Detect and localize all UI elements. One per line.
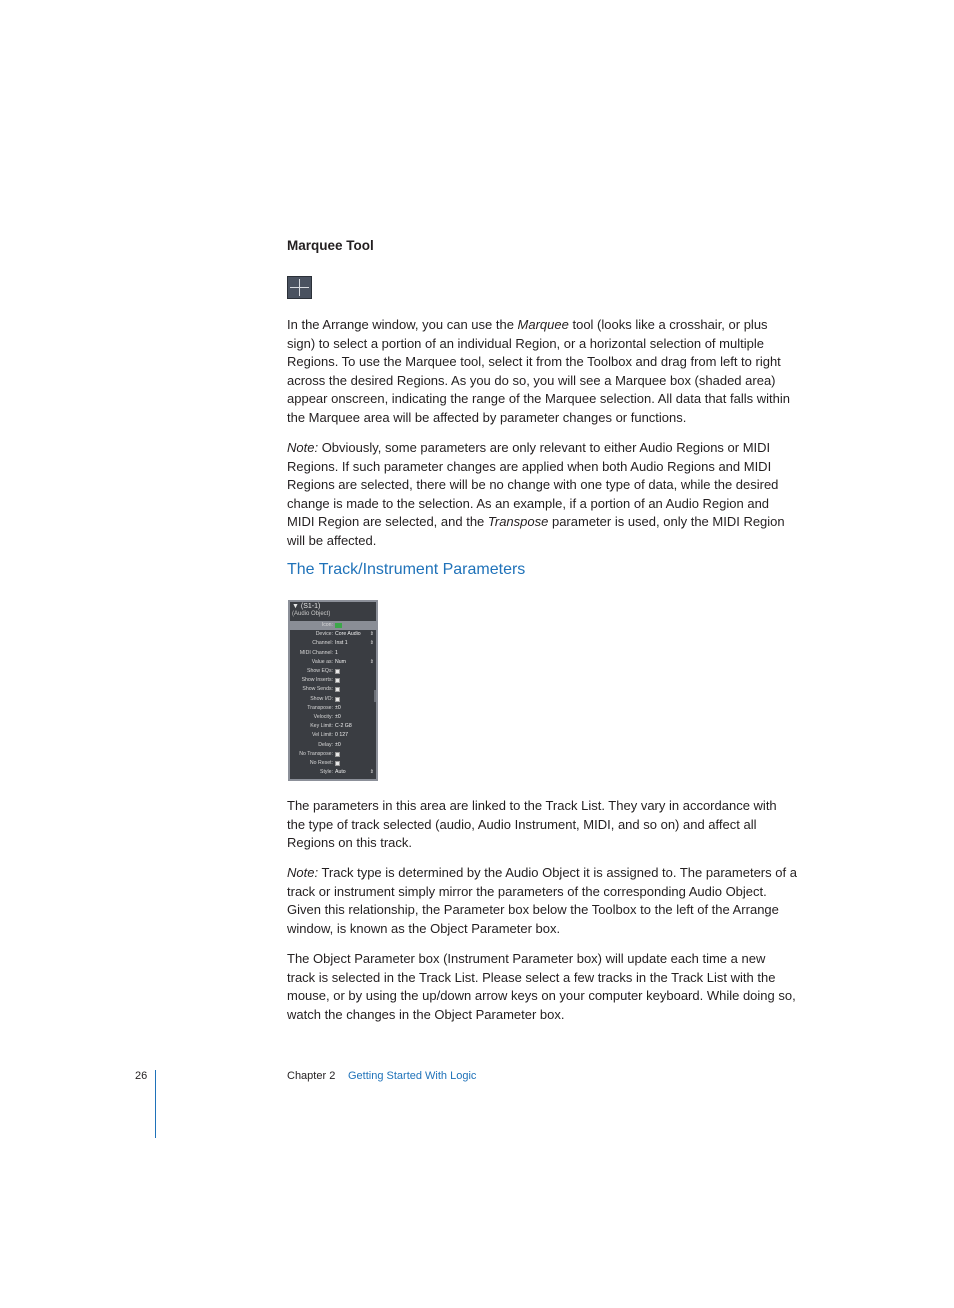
- param-row[interactable]: [290, 731, 376, 740]
- updown-arrow-icon[interactable]: ⇕: [369, 640, 374, 647]
- param-label: No Transpose:: [299, 750, 333, 757]
- param-row[interactable]: [290, 722, 376, 731]
- param-value[interactable]: 1: [335, 649, 338, 656]
- param-checkbox[interactable]: [335, 678, 340, 683]
- subsection-heading: Marquee Tool: [287, 238, 374, 253]
- footer-rule: [155, 1070, 156, 1138]
- param-value[interactable]: ±0: [335, 741, 341, 748]
- param-row[interactable]: [290, 759, 376, 768]
- param-row[interactable]: [290, 704, 376, 713]
- param-value[interactable]: C-2 G8: [335, 723, 352, 730]
- note-label: Note:: [287, 440, 319, 455]
- param-label: No Reset:: [309, 760, 333, 766]
- param-label: Icon:: [321, 622, 333, 628]
- param-checkbox[interactable]: [335, 761, 340, 766]
- param-box-scrollbar: [374, 690, 376, 702]
- param-checkbox[interactable]: [335, 687, 340, 692]
- param-value[interactable]: Core Audio: [335, 631, 361, 638]
- param-box-header: ▼ (S1-1): [292, 603, 321, 610]
- param-label: Velocity:: [313, 714, 333, 720]
- updown-arrow-icon[interactable]: ⇕: [369, 658, 374, 665]
- param-label: MIDI Channel:: [299, 649, 333, 656]
- param-value[interactable]: Inst 1: [335, 640, 348, 647]
- object-parameter-paragraph: The Object Parameter box (Instrument Parameter box) will update each time a new track is selected in the Track List. Please select a few tracks in the Track List with the mouse, or by using the up/down arrow keys on your computer keyboard. While doing so, watch the changes in the Object Parameter box.: [287, 951, 796, 1022]
- track-icon[interactable]: [335, 623, 342, 628]
- param-label: Device:: [315, 631, 333, 638]
- param-value[interactable]: 0 127: [335, 732, 348, 739]
- marquee-paragraph: In the Arrange window, you can use the Marquee tool (looks like a crosshair, or plus sign) to select a portion of an individual Region, or a horizontal selection of multiple Regions. To use the Marquee tool, select it from the Toolbox and drag from left to right across the desired Regions. As you do so, you will see a Marquee box (shaded area) appear onscreen, indicating the range of the Marquee selection. All data that falls within the Marquee area will be affected by parameter changes or functions.: [287, 317, 790, 425]
- param-row[interactable]: [290, 741, 376, 750]
- param-checkbox[interactable]: [335, 697, 340, 702]
- param-row[interactable]: [290, 630, 376, 639]
- param-row[interactable]: [290, 658, 376, 667]
- param-label: Show I/O:: [310, 695, 333, 702]
- param-row[interactable]: [290, 713, 376, 722]
- note-label: Note:: [287, 865, 319, 880]
- param-label: Show Inserts:: [301, 677, 333, 684]
- updown-arrow-icon[interactable]: ⇕: [369, 769, 374, 776]
- parameters-paragraph: The parameters in this area are linked to the Track List. They vary in accordance with the type of track selected (audio, Audio Instrument, MIDI, and so on) and affect all Regions on this track.: [287, 798, 777, 851]
- param-row[interactable]: [290, 750, 376, 759]
- param-value[interactable]: ±0: [335, 704, 341, 711]
- param-label: Value as:: [311, 658, 333, 665]
- note-paragraph-1: Note: Obviously, some parameters are only relevant to either Audio Regions or MIDI Regions. If such parameter changes are applied when both Audio Regions and MIDI Regions are selected, there will be no change with one type of data, while the desired change is made to the selection. As an example, if a portion of an Audio Region and MIDI Region are selected, and the Transpose parameter is used, only the MIDI Region will be affected.: [287, 440, 785, 548]
- page-number: 26: [135, 1070, 148, 1082]
- section-title: The Track/Instrument Parameters: [287, 561, 526, 578]
- param-label: Vel Limit:: [311, 732, 333, 739]
- param-row[interactable]: [290, 649, 376, 658]
- marquee-tool-crosshair-icon: [287, 276, 312, 299]
- param-value[interactable]: ±0: [335, 714, 341, 720]
- param-row[interactable]: [290, 667, 376, 676]
- param-row[interactable]: [290, 695, 376, 704]
- param-row[interactable]: [290, 621, 376, 630]
- param-label: Style:: [320, 769, 333, 776]
- param-checkbox[interactable]: [335, 752, 340, 757]
- footer-chapter-title: Getting Started With Logic: [348, 1070, 477, 1082]
- param-checkbox[interactable]: [335, 669, 340, 674]
- param-label: Show EQs:: [307, 668, 333, 674]
- footer-chapter: Chapter 2: [287, 1070, 336, 1082]
- note-paragraph-2: Note: Track type is determined by the Audio Object it is assigned to. The parameters of a track or instrument simply mirror the parameters of the corresponding Audio Object. Given this relationship, the Parameter box below the Toolbox to the left of the Arrange window, is known as the Object Parameter box.: [287, 865, 797, 936]
- param-label: Channel:: [312, 640, 333, 647]
- param-row[interactable]: [290, 639, 376, 648]
- param-row[interactable]: [290, 685, 376, 694]
- param-box-subheader: (Audio Object): [292, 611, 331, 617]
- param-value[interactable]: Num: [335, 658, 346, 665]
- object-parameter-box: [288, 600, 378, 781]
- param-value[interactable]: Auto: [335, 769, 346, 776]
- param-label: Transpose:: [307, 704, 333, 711]
- param-label: Key Limit:: [310, 723, 333, 730]
- param-label: Delay:: [318, 741, 333, 748]
- param-row[interactable]: [290, 676, 376, 685]
- updown-arrow-icon[interactable]: ⇕: [369, 631, 374, 638]
- param-label: Show Sends:: [302, 686, 333, 693]
- param-row[interactable]: [290, 768, 376, 777]
